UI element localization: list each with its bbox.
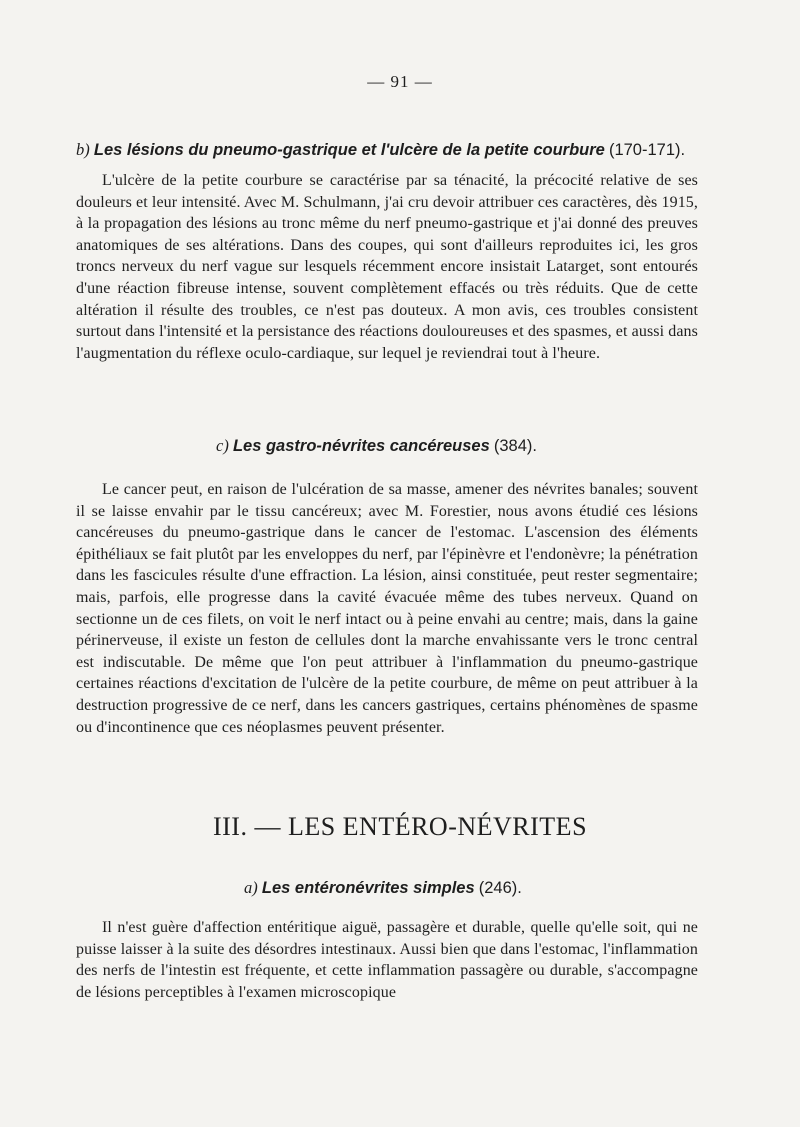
section-b-label: b) (76, 140, 90, 159)
chapter-title: III. — LES ENTÉRO-NÉVRITES (212, 812, 588, 841)
section-a-paragraph: Il n'est guère d'affection entéritique aiguë, passagère et durable, quelle qu'elle soit, qui ne puisse laisser à la suite des désordres intestinaux. Aussi bien que dans l'estomac, l'inflammation des nerfs de l'intestin est fréquente, et cette inflammation passagère ou durable, s'accompagne de lésions perceptibles à l'examen microscopique (76, 919, 698, 1001)
section-b-title: Les lésions du pneumo-gastrique et l'ulcère de la petite courbure (93, 141, 605, 159)
section-b-paragraph: L'ulcère de la petite courbure se caractérise par sa ténacité, la précocité relative de ses douleurs et leur intensité. Avec M. Schulmann, j'ai cru devoir attribuer ces caractères, dès 1915, à la propagation des lésions au tronc même du nerf pneumo-gastrique et j'ai donné des preuves anatomiques de ses altérations. Dans des coupes, qui sont d'ailleurs reproduites ici, les gros troncs nerveux du nerf vague sur lesquels récemment encore insistait Latarget, sont entourés d'une réaction fibreuse intense, souvent complètement effacés ou très réduits. Que de cette altération il résulte des troubles, ce n'est pas douteux. A mon avis, ces troubles consistent surtout dans l'intensité et la persistance des réactions douloureuses et des spasmes, et aussi dans l'augmentation du réflexe oculo-cardiaque, sur lequel je reviendrai tout à l'heure. (76, 172, 698, 362)
section-a-heading (244, 878, 522, 898)
section-a-title: Les entéronévrites simples (261, 879, 475, 897)
section-a-label: a) (244, 878, 258, 897)
section-a-ref: (246). (478, 879, 522, 897)
section-b-ref: (170-171). (608, 141, 686, 159)
section-c-paragraph: Le cancer peut, en raison de l'ulcération de sa masse, amener des névrites banales; souvent il se laisse envahir par le tissu cancéreux; avec M. Forestier, nous avons étudié ces lésions cancéreuses du pneumo-gastrique dans le cancer de l'estomac. L'ascension des éléments épithéliaux se fait plutôt par les enveloppes du nerf, par l'épinèvre et l'endonèvre; la pénétration dans les fascicules résulte d'une effraction. La lésion, ainsi constituée, peut rester segmentaire; mais, parfois, elle progresse dans la cavité évacuée même des tubes nerveux. Quand on sectionne un de ces filets, on voit le nerf intact ou à peine envahi au centre; mais, dans la gaine périnerveuse, il existe un feston de cellules dont la marche envahissante vers le tronc central est indiscutable. De même que l'on peut attribuer à l'inflammation du pneumo-gastrique certaines réactions d'excitation de l'ulcère de la petite courbure, de même on peut attribuer à la destruction progressive de ce nerf, dans les cancers gastriques, certains phénomènes de spasme ou d'incontinence que ces néoplasmes peuvent présenter. (76, 481, 698, 736)
section-c-heading (216, 436, 537, 456)
section-c-title: Les gastro-névrites cancéreuses (232, 437, 490, 455)
section-c-ref: (384). (493, 437, 537, 455)
section-b-heading (76, 140, 685, 160)
section-c-label: c) (216, 436, 229, 455)
page-number: — 91 — (367, 72, 433, 91)
